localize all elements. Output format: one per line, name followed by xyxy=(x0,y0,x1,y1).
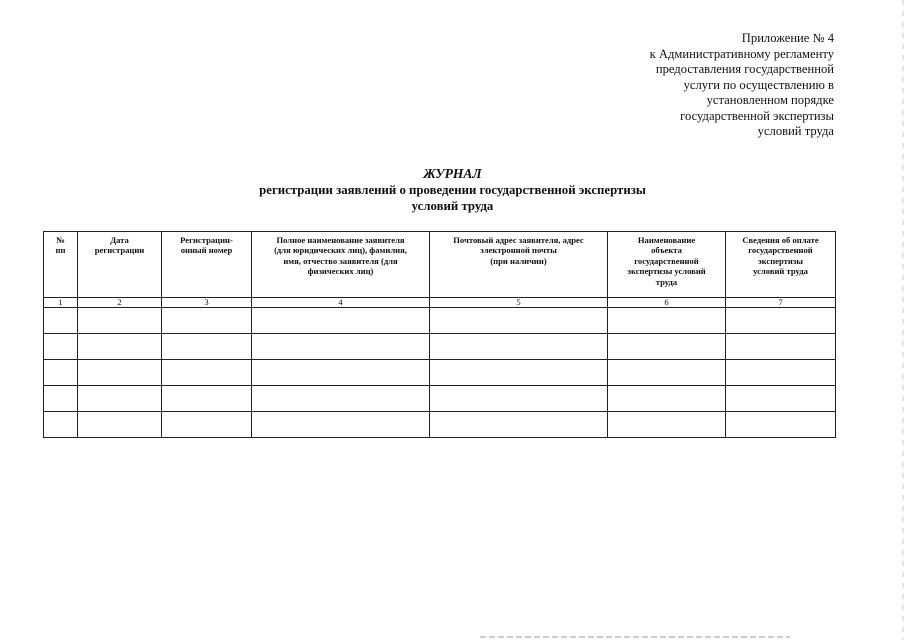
column-number-2: 2 xyxy=(78,298,162,308)
table-cell xyxy=(726,308,836,334)
scan-artifact xyxy=(480,636,790,638)
table-cell xyxy=(252,412,430,438)
appendix-line: государственной экспертизы xyxy=(680,108,834,123)
column-header-3: Регистрацин- онный номер xyxy=(162,232,252,298)
column-number-6: 6 xyxy=(608,298,726,308)
table-cell xyxy=(726,386,836,412)
table-cell xyxy=(44,308,78,334)
table-cell xyxy=(44,360,78,386)
column-header-1: № пп xyxy=(44,232,78,298)
table-cell xyxy=(252,386,430,412)
table-cell xyxy=(162,334,252,360)
column-header-7: Сведения об оплате государственной экспертизы условий труда xyxy=(726,232,836,298)
appendix-line: предоставления государственной xyxy=(655,62,834,76)
column-header-6: Наименование объекта государственной экспертизы условий труда xyxy=(608,232,726,298)
table-cell xyxy=(78,334,162,360)
table-cell xyxy=(430,360,608,386)
table-cell xyxy=(162,308,252,334)
table-cell xyxy=(78,386,162,412)
table-row xyxy=(44,308,836,334)
table-cell xyxy=(252,308,430,334)
journal-table xyxy=(43,231,836,438)
column-number-4: 4 xyxy=(252,298,430,308)
table-cell xyxy=(78,308,162,334)
table-row xyxy=(44,360,836,386)
table-cell xyxy=(430,308,608,334)
appendix-line: Приложение № 4 xyxy=(741,31,834,45)
table-cell xyxy=(430,334,608,360)
table-row xyxy=(44,412,836,438)
column-header-4: Полное наименование заявителя (для юридических лиц), фамилия, имя, отчество заявителя (для физических лиц) xyxy=(252,232,430,298)
column-number-3: 3 xyxy=(162,298,252,308)
table-cell xyxy=(430,412,608,438)
table-cell xyxy=(608,308,726,334)
appendix-line: условий труда xyxy=(757,124,834,138)
document-title: ЖУРНАЛ xyxy=(423,166,482,181)
appendix-note xyxy=(534,31,834,140)
table-cell xyxy=(726,334,836,360)
appendix-line: установленном порядке xyxy=(706,93,834,107)
table-header-row xyxy=(44,232,836,298)
column-number-5: 5 xyxy=(430,298,608,308)
table-cell xyxy=(162,412,252,438)
table-cell xyxy=(44,334,78,360)
table-cell xyxy=(608,334,726,360)
table-cell xyxy=(44,386,78,412)
table-cell xyxy=(78,412,162,438)
table-cell xyxy=(430,386,608,412)
document-subtitle: регистрации заявлений о проведении государственной экспертизы xyxy=(259,183,646,197)
table-cell xyxy=(252,360,430,386)
table-cell xyxy=(252,334,430,360)
column-header-5: Почтовый адрес заявителя, адрес электронной почты (при наличии) xyxy=(430,232,608,298)
column-header-2: Дата регистрации xyxy=(78,232,162,298)
table-cell xyxy=(78,360,162,386)
appendix-line: услуги по осуществлению в xyxy=(683,77,834,92)
table-cell xyxy=(44,412,78,438)
table-row xyxy=(44,334,836,360)
table-cell xyxy=(608,360,726,386)
appendix-line: к Административному регламенту xyxy=(649,46,834,61)
table-cell xyxy=(608,412,726,438)
table-cell xyxy=(726,360,836,386)
table-row xyxy=(44,386,836,412)
document-heading xyxy=(0,166,905,214)
table-cell xyxy=(162,360,252,386)
scan-edge-artifact xyxy=(902,0,904,640)
table-cell xyxy=(726,412,836,438)
column-number-7: 7 xyxy=(726,298,836,308)
document-subtitle-cont: условий труда xyxy=(411,199,494,213)
column-number-1: 1 xyxy=(44,298,78,308)
table-cell xyxy=(608,386,726,412)
column-number-row xyxy=(44,298,836,308)
table-cell xyxy=(162,386,252,412)
